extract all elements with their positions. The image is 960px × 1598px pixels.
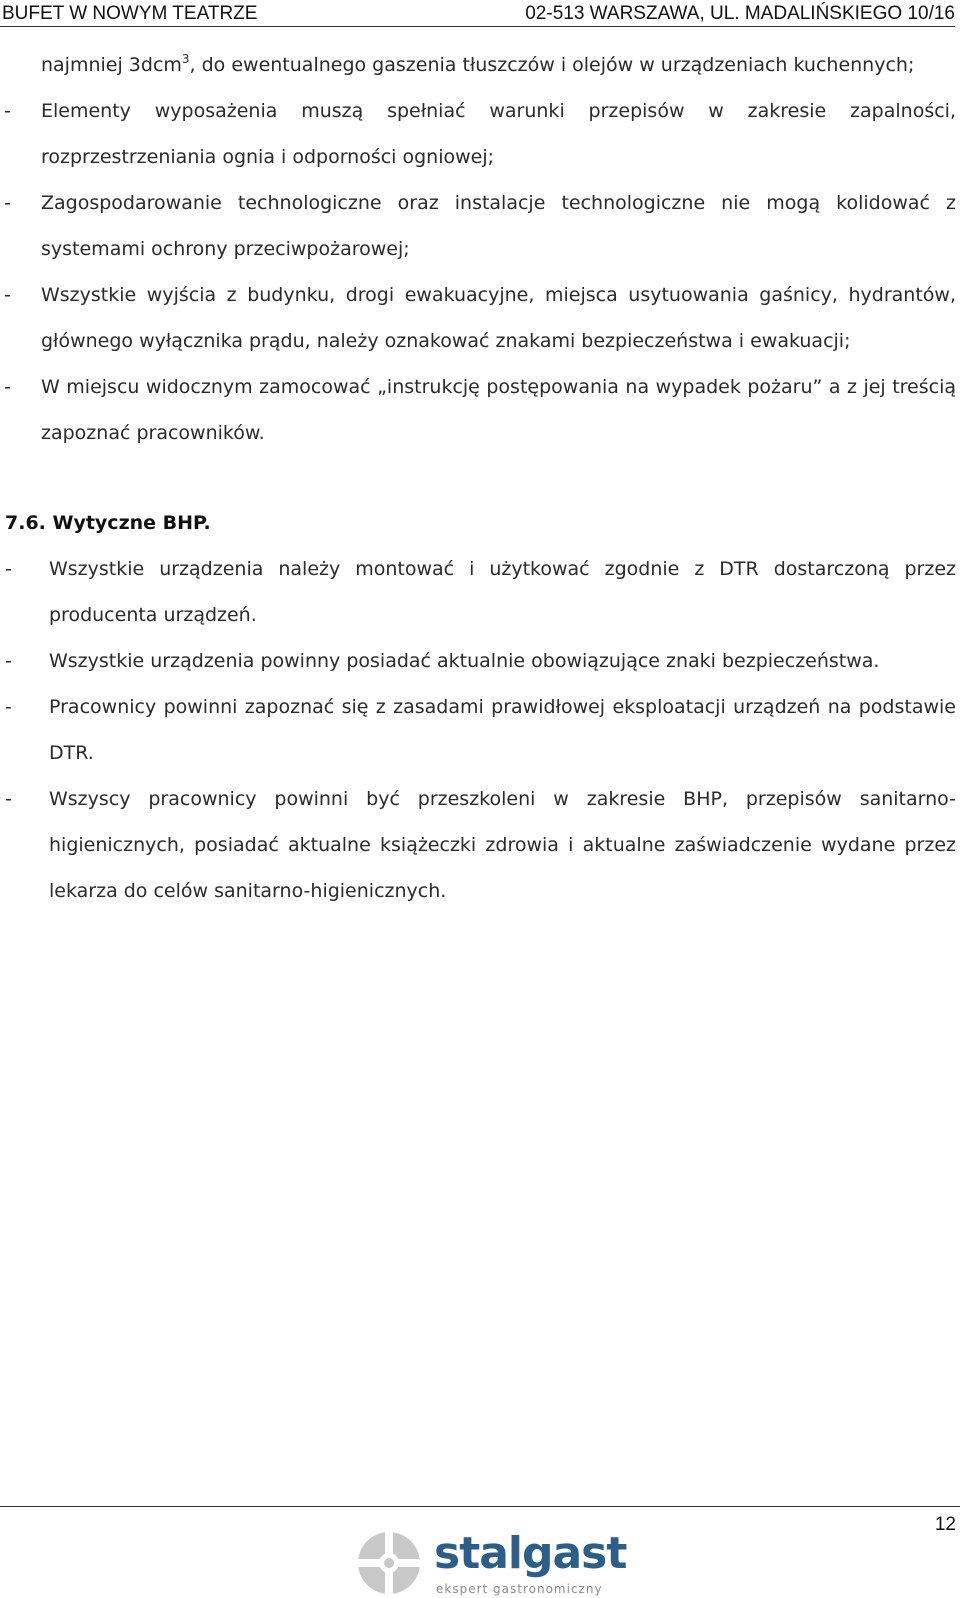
bullet-dash: - <box>4 284 11 306</box>
intro-text-end: , do ewentualnego gaszenia tłuszczów i olejów w urządzeniach kuchennych; <box>189 54 915 76</box>
fire-safety-section <box>0 42 956 456</box>
bullet-dash: - <box>4 192 11 214</box>
list-item-text: Wszyscy pracownicy powinni być przeszkoleni w zakresie BHP, przepisów sanitarno-higienicznych, posiadać aktualne książeczki zdrowia i aktualne zaświadczenie wydane przez lekarza do celów sanitarno-higienicznych. <box>49 788 956 902</box>
list-item <box>0 776 956 914</box>
list-item <box>0 364 956 456</box>
section-heading: 7.6. Wytyczne BHP. <box>5 512 211 534</box>
header-address: 02-513 WARSZAWA, UL. MADALIŃSKIEGO 10/16 <box>525 3 955 24</box>
page-number: 12 <box>934 1514 956 1535</box>
page-header <box>0 0 955 27</box>
list-item <box>0 88 956 180</box>
bullet-dash: - <box>5 788 12 810</box>
logo-tagline: ekspert gastronomiczny <box>436 1582 603 1596</box>
intro-superscript: 3 <box>181 52 190 66</box>
list-item-text: Wszystkie urządzenia powinny posiadać aktualnie obowiązujące znaki bezpieczeństwa. <box>49 650 880 672</box>
list-item-text: Zagospodarowanie technologiczne oraz instalacje technologiczne nie mogą kolidować z systemami ochrony przeciwpożarowej; <box>41 192 956 260</box>
bullet-dash: - <box>4 100 11 122</box>
list-item-text: Pracownicy powinni zapoznać się z zasadami prawidłowej eksploatacji urządzeń na podstawie DTR. <box>49 696 956 764</box>
list-item-text: Wszystkie wyjścia z budynku, drogi ewakuacyjne, miejsca usytuowania gaśnicy, hydrantów, głównego wyłącznika prądu, należy oznakować znakami bezpieczeństwa i ewakuacji; <box>41 284 956 352</box>
bhp-section <box>0 546 956 914</box>
list-item <box>0 546 956 638</box>
list-item-text: Wszystkie urządzenia należy montować i użytkować zgodnie z DTR dostarczoną przez producenta urządzeń. <box>49 558 956 626</box>
list-item-text: W miejscu widocznym zamocować „instrukcję postępowania na wypadek pożaru” a z jej treścią zapoznać pracowników. <box>41 376 956 444</box>
list-item <box>0 684 956 776</box>
bullet-dash: - <box>5 558 12 580</box>
intro-paragraph <box>0 42 956 88</box>
bullet-dash: - <box>4 376 11 398</box>
list-item-text: Elementy wyposażenia muszą spełniać warunki przepisów w zakresie zapalności, rozprzestrzeniania ognia i odporności ogniowej; <box>41 100 956 168</box>
list-item <box>0 180 956 272</box>
list-item <box>0 272 956 364</box>
company-logo <box>356 1528 627 1598</box>
header-title: BUFET W NOWYM TEATRZE <box>2 3 258 24</box>
document-body <box>0 42 956 914</box>
intro-text-start: najmniej 3dcm <box>41 54 182 76</box>
stalgast-logo-icon <box>356 1530 422 1596</box>
bullet-dash: - <box>5 650 12 672</box>
list-item <box>0 638 956 684</box>
footer-divider <box>0 1506 960 1507</box>
bullet-dash: - <box>5 696 12 718</box>
logo-wordmark: stalgast <box>434 1528 627 1579</box>
